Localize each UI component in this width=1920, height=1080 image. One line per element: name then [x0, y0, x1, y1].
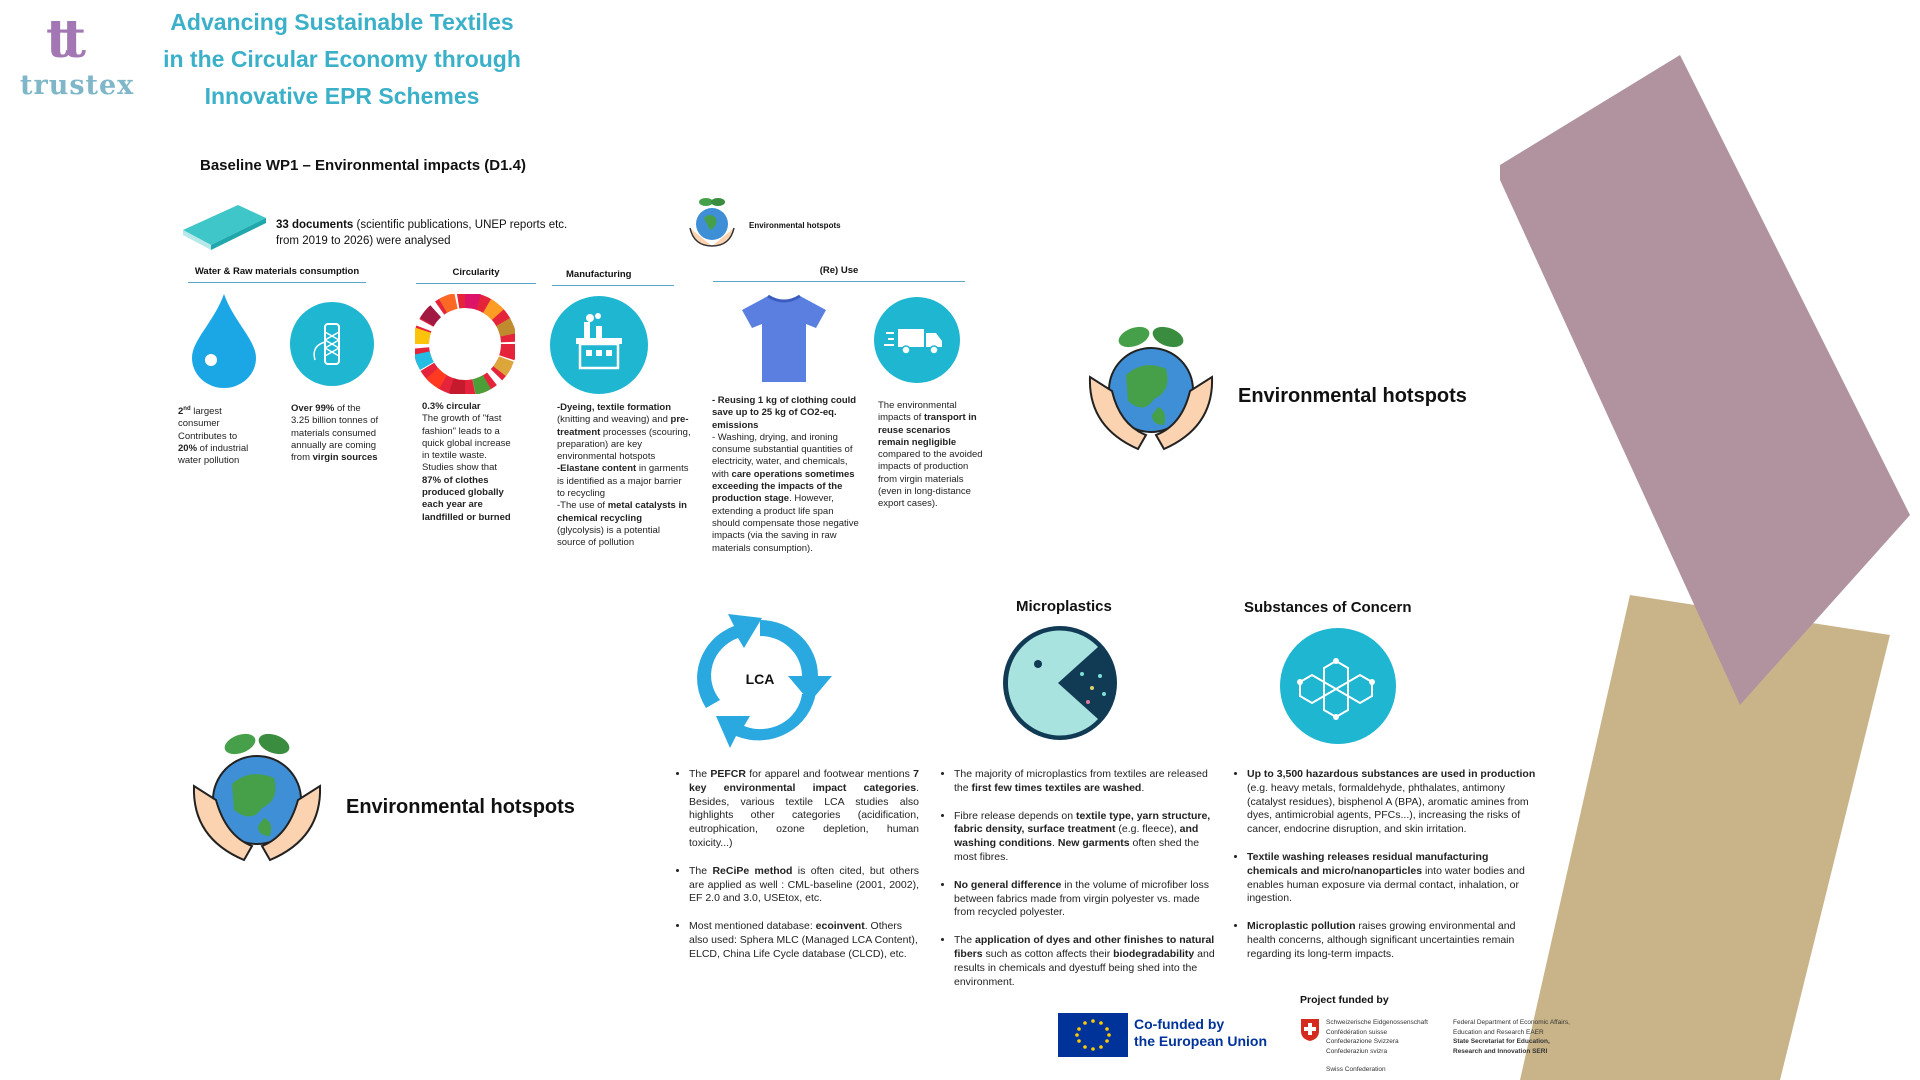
documents-text: 33 documents (scientific publications, UNEP reports etc. from 2019 to 2026) were analysed [276, 219, 568, 247]
microplastics-title: Microplastics [1016, 598, 1112, 615]
list-item: • Fibre release depends on textile type, yarn structure, fabric density, surface treatment (e.g. fleece), and washing conditions. New garments often shed the most fibres. [954, 810, 1216, 865]
list-item: • The application of dyes and other finishes to natural fibers such as cotton affects their biodegradability and results in chemicals and dyestuff being shed into the environment. [954, 934, 1216, 989]
earth-hands-icon-small [684, 190, 740, 252]
circularity-text: 0.3% circular The growth of "fast fashion" leads to a quick global increase in textile waste. Studies show that 87% of clothes produced globally each year are landfilled or burned [422, 401, 511, 523]
list-item: • No general difference in the volume of microfiber loss between fabrics made from virgin polyester vs. made from recycled polyester. [954, 879, 1216, 920]
transport-text: The environmental impacts of transport in reuse scenarios remain negligible compared to the avoided impacts of production from virgin materials (even in long-distance export cases). [878, 400, 983, 510]
tan-shape [1520, 595, 1890, 1080]
eu-flag-icon [1058, 1013, 1128, 1057]
logo-mark: tt [46, 9, 79, 70]
list-item: • The ReCiPe method is often cited, but others are applied as well : CML-baseline (2001, 2002), EF 2.0 and 3.0, USEtox, etc. [689, 865, 919, 906]
factory-icon [550, 296, 648, 394]
microplastics-fish-icon [1000, 624, 1120, 742]
header-water: Water & Raw materials consumption [188, 266, 366, 283]
seri-text: Federal Department of Economic Affairs, Education and Research EAER State Secretariat for Education, Research and Innovation SERI [1453, 1019, 1570, 1055]
raw-materials-text: Over 99% of the 3.25 billion tonnes of materials consumed annually are coming from virgin sources [291, 403, 379, 464]
molecule-icon [1280, 628, 1396, 744]
project-funded-label: Project funded by [1300, 994, 1389, 1006]
lca-bullets [672, 768, 919, 976]
mauve-shape [1500, 55, 1910, 705]
header-manufacturing: Manufacturing [552, 269, 674, 286]
microplastics-bullets [937, 768, 1216, 1003]
list-item: • Textile washing releases residual manufacturing chemicals and micro/nanoparticles into water bodies and enables human exposure via dermal contact, inhalation, or ingestion. [1247, 851, 1537, 906]
truck-icon [874, 297, 960, 383]
header-reuse: (Re) Use [713, 265, 965, 282]
eu-cofunded-text: Co-funded by the European Union [1134, 1016, 1267, 1049]
yarn-icon [290, 302, 374, 386]
sdg-wheel-icon [415, 294, 515, 394]
decorative-shapes [1490, 50, 1920, 1080]
substances-bullets [1230, 768, 1537, 976]
hotspots-label-small: Environmental hotspots [749, 221, 841, 230]
lca-cycle-icon [684, 608, 836, 748]
swiss-confederation-text: Schweizerische Eidgenossenschaft Confédération suisse Confederazione Svizzera Confederaziun svizra [1326, 1019, 1428, 1055]
subtitle: Baseline WP1 – Environmental impacts (D1.4) [200, 157, 526, 174]
substances-title: Substances of Concern [1244, 599, 1412, 616]
list-item: • The PEFCR for apparel and footwear mentions 7 key environmental impact categories. Besides, various textile LCA studies also highlights other categories (acidification, eutrophication, ozone depletion, human toxicity...) [689, 768, 919, 851]
earth-hands-icon-right [1086, 315, 1216, 455]
water-drop-icon [190, 292, 258, 388]
list-item: • Up to 3,500 hazardous substances are used in production (e.g. heavy metals, formaldehyde, phthalates, antimony (catalyst residues), bisphenol A (BPA), aromatic amines from dyes, antimicrobial agents, PFCs...), increasing the risks of cancer, endocrine disruption, and skin irritation. [1247, 768, 1537, 837]
list-item: • The majority of microplastics from textiles are released the first few times textiles are washed. [954, 768, 1216, 796]
earth-hands-icon-left [190, 722, 324, 867]
swiss-confederation-en: Swiss Confederation [1326, 1066, 1386, 1073]
list-item: • Most mentioned database: ecoinvent. Others also used: Sphera MLC (Managed LCA Content), ELCD, China Life Cycle database (CLCD), etc. [689, 920, 919, 961]
list-item: • Microplastic pollution raises growing environmental and health concerns, although significant uncertainties remain regarding its long-term impacts. [1247, 920, 1537, 961]
manufacturing-text: -Dyeing, textile formation (knitting and weaving) and pre-treatment processes (scouring, preparation) are key environmental hotspots -Elastane content in garments is identified as a major barrier to recycling -The use of metal catalysts in chemical recycling (glycolysis) is a potential source of pollution [557, 402, 691, 549]
tshirt-icon [740, 292, 828, 384]
header-circularity: Circularity [416, 267, 536, 284]
swiss-shield-icon [1300, 1018, 1320, 1042]
water-text: 2nd largest consumer Contributes to 20% of industrial water pollution [178, 406, 249, 467]
lca-label: LCA [745, 671, 775, 687]
hotspots-label-right: Environmental hotspots [1238, 385, 1467, 407]
reuse-text: - Reusing 1 kg of clothing could save up to 25 kg of CO2-eq. emissions - Washing, drying, and ironing consume substantial quantities of electricity, water, and chemicals, with care operations sometimes exceeding the impacts of the production stage. However, extending a product life span should compensate those negative impacts (via the saving in raw materials consumption). [712, 395, 859, 554]
logo-text: trustex [20, 70, 135, 101]
book-icon [178, 200, 268, 250]
hotspots-label-left: Environmental hotspots [346, 796, 575, 818]
page-title: Advancing Sustainable Textiles in the Circular Economy through Innovative EPR Schemes [163, 9, 521, 109]
